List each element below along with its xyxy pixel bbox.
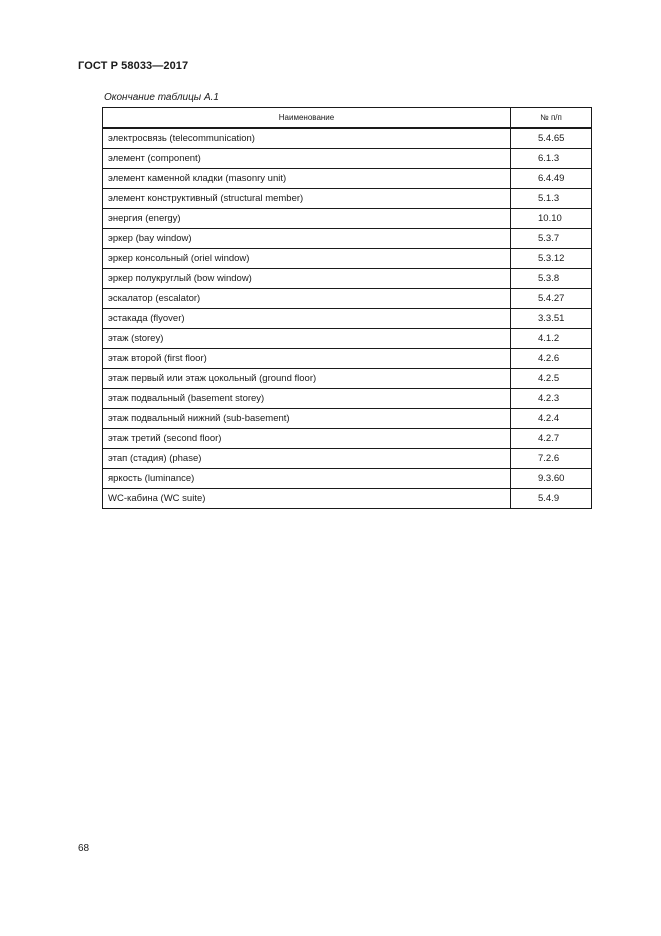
table-row bbox=[103, 449, 592, 469]
term-name-cell: эркер консольный (oriel window) bbox=[103, 249, 511, 269]
table-row bbox=[103, 149, 592, 169]
term-number-cell: 5.4.9 bbox=[511, 489, 592, 509]
term-name-cell: этаж второй (first floor) bbox=[103, 349, 511, 369]
term-name-cell: электросвязь (telecommunication) bbox=[103, 128, 511, 149]
term-name-cell: этап (стадия) (phase) bbox=[103, 449, 511, 469]
table-row bbox=[103, 209, 592, 229]
term-name-cell: элемент конструктивный (structural member) bbox=[103, 189, 511, 209]
term-name-cell: элемент (component) bbox=[103, 149, 511, 169]
document-header: ГОСТ Р 58033—2017 bbox=[78, 60, 189, 72]
term-name-cell: элемент каменной кладки (masonry unit) bbox=[103, 169, 511, 189]
table-row bbox=[103, 169, 592, 189]
term-number-cell: 5.4.27 bbox=[511, 289, 592, 309]
term-number-cell: 5.3.12 bbox=[511, 249, 592, 269]
table-body bbox=[103, 128, 592, 509]
term-number-cell: 4.2.6 bbox=[511, 349, 592, 369]
term-name-cell: яркость (luminance) bbox=[103, 469, 511, 489]
table-row bbox=[103, 269, 592, 289]
term-name-cell: этаж третий (second floor) bbox=[103, 429, 511, 449]
table-header-row bbox=[103, 108, 592, 129]
term-name-cell: этаж подвальный нижний (sub-basement) bbox=[103, 409, 511, 429]
term-number-cell: 3.3.51 bbox=[511, 309, 592, 329]
column-header-number: № п/п bbox=[511, 108, 592, 129]
term-number-cell: 6.1.3 bbox=[511, 149, 592, 169]
table-row bbox=[103, 489, 592, 509]
term-name-cell: этаж (storey) bbox=[103, 329, 511, 349]
term-name-cell: WC-кабина (WC suite) bbox=[103, 489, 511, 509]
term-number-cell: 6.4.49 bbox=[511, 169, 592, 189]
table-row bbox=[103, 389, 592, 409]
table-row bbox=[103, 289, 592, 309]
table-row bbox=[103, 249, 592, 269]
term-number-cell: 5.1.3 bbox=[511, 189, 592, 209]
table-row bbox=[103, 309, 592, 329]
table-row bbox=[103, 229, 592, 249]
term-name-cell: эскалатор (escalator) bbox=[103, 289, 511, 309]
column-header-name: Наименование bbox=[103, 108, 511, 129]
term-name-cell: эркер (bay window) bbox=[103, 229, 511, 249]
terms-table bbox=[102, 107, 592, 509]
table-row bbox=[103, 329, 592, 349]
term-name-cell: этаж подвальный (basement storey) bbox=[103, 389, 511, 409]
term-number-cell: 9.3.60 bbox=[511, 469, 592, 489]
term-number-cell: 4.2.7 bbox=[511, 429, 592, 449]
term-number-cell: 7.2.6 bbox=[511, 449, 592, 469]
table-row bbox=[103, 409, 592, 429]
table-row bbox=[103, 469, 592, 489]
term-number-cell: 10.10 bbox=[511, 209, 592, 229]
table-row bbox=[103, 128, 592, 149]
term-name-cell: эстакада (flyover) bbox=[103, 309, 511, 329]
term-name-cell: энергия (energy) bbox=[103, 209, 511, 229]
term-number-cell: 4.2.3 bbox=[511, 389, 592, 409]
term-number-cell: 5.3.8 bbox=[511, 269, 592, 289]
table-row bbox=[103, 189, 592, 209]
table-caption: Окончание таблицы А.1 bbox=[104, 92, 219, 103]
table-row bbox=[103, 349, 592, 369]
term-number-cell: 5.3.7 bbox=[511, 229, 592, 249]
table-row bbox=[103, 369, 592, 389]
term-name-cell: этаж первый или этаж цокольный (ground floor) bbox=[103, 369, 511, 389]
term-number-cell: 4.2.4 bbox=[511, 409, 592, 429]
term-name-cell: эркер полукруглый (bow window) bbox=[103, 269, 511, 289]
term-number-cell: 5.4.65 bbox=[511, 128, 592, 149]
table-row bbox=[103, 429, 592, 449]
term-number-cell: 4.2.5 bbox=[511, 369, 592, 389]
page-number: 68 bbox=[78, 843, 90, 854]
term-number-cell: 4.1.2 bbox=[511, 329, 592, 349]
